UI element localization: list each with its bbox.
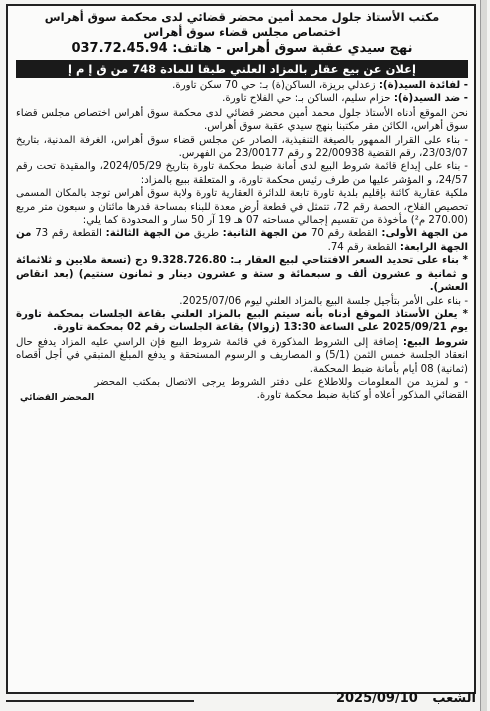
- sale-conditions-text: إضافة إلى الشروط المذكورة في قائمة شروط البيع فإن الراسي عليه المزاد يدفع حال انعقاد الجلسة خمس الثمن (5/1) و المصاريف و الرسوم المستحقة و يدفع المبلغ المتبقي في أجل أقصاه (ثمانية) 08 أيام بأمانة ضبط المحكمة.: [16, 336, 468, 375]
- notice-banner: إعلان عن بيع عقار بالمزاد العلني طبقا للمادة 748 من ق إ م إ: [16, 60, 468, 78]
- bailiff-signature: المحضر القضائي: [20, 392, 95, 403]
- boundary-2-label: من الجهة الثانية:: [222, 228, 308, 240]
- property-description: ملكية عقارية كائنة بإقليم بلدية تاورة تابعة للدائرة العقارية تاورة ولاية سوق أهراس توجد بالمكان المسمى تحصيص الفلاح، الحصة رقم 72، تتمثل في قطعة أرض معدة للبناء بمساحة قدرها مائتان و سبعون متر مربع (270.00 م²) مأخوذة من تقسيم إجمالي مساحته 07 هـ 19 آر 50 سار و المحدودة كما يلي:: [16, 188, 468, 227]
- party-beneficiary: [16, 79, 468, 92]
- publication-date: 2025/09/10: [335, 691, 418, 706]
- basis-conditions-list: - بناء على إيداع قائمة شروط البيع لدى أمانة ضبط محكمة تاورة بتاريخ 2024/05/29، والمقيدة تحت رقم 24/57، و المؤشر عليها من طرف رئيس محكمة تاورة، و المتعلقة ببيع بالمزاد:: [16, 161, 468, 186]
- intro-paragraph: نحن الموقع أدناه الأستاذ جلول محمد أمين محضر قضائي لدى محكمة سوق أهراس اختصاص مجلس قضاء سوق أهراس، الكائن مقر مكتبنا بنهج سيدي عقبة سوق أهراس.: [16, 107, 468, 133]
- boundary-2-text: طريق: [190, 228, 223, 240]
- publication-name: الشعب: [432, 691, 476, 706]
- auction-announcement: * يعلن الأستاذ الموقع أدناه بأنه سيتم البيع بالمزاد العلني بقاعة الجلسات بمحكمة تاورة يوم 2025/09/21 على الساعة 13:30 (زوالا) بقاعة الجلسات رقم 02 بمحكمة تاورة.: [16, 308, 468, 334]
- beneficiary-text: زعدلي بريزة، الساكن(ة) بـ: حي 70 سكن تاورة.: [172, 80, 379, 91]
- property-boundaries: [16, 227, 468, 254]
- sale-conditions: [16, 336, 468, 376]
- page-edge: [480, 0, 487, 711]
- footer-divider: [6, 700, 194, 702]
- boundary-3-label: من الجهة الثالثة:: [105, 228, 191, 240]
- against-label: - ضد السيد(ة):: [393, 93, 468, 105]
- boundary-4-label: من الجهة الرابعة:: [16, 228, 468, 253]
- postponement: - بناء على الأمر بتأجيل جلسة البيع بالمزاد العلني ليوم 2025/07/06.: [179, 295, 468, 307]
- beneficiary-label: - لفائدة السيد(ة):: [378, 80, 468, 91]
- party-against: [16, 92, 468, 105]
- office-address-phone: نهج سيدي عقبة سوق أهراس - هاتف: 037.72.45.94: [71, 41, 413, 56]
- sale-conditions-label: شروط البيع:: [402, 336, 468, 348]
- boundary-1-text: القطعة رقم 70: [307, 228, 382, 240]
- legal-notice: [16, 10, 468, 403]
- publication-footer: [196, 690, 476, 708]
- boundary-4-text: القطعة رقم 74.: [327, 241, 400, 253]
- boundary-1-label: من الجهة الأولى:: [381, 228, 469, 240]
- against-text: حزام سليم، الساكن بـ: حي الفلاح تاورة.: [222, 93, 394, 105]
- opening-price: * بناء على تحديد السعر الافتتاحي لبيع العقار بـ: 9.328.726.80 دج (تسعة ملايين و ثلاثمائة و ثمانية و عشرون ألف و سبعمائة و ستة و عشرون دينار و ثمانون سنتيم) (بعد انقاص العشر).: [16, 255, 468, 294]
- office-name: مكتب الأستاذ جلول محمد أمين محضر قضائي لدى محكمة سوق أهراس: [44, 10, 440, 24]
- closing-row: [16, 376, 468, 403]
- office-jurisdiction: اختصاص مجلس قضاء سوق أهراس: [143, 25, 341, 39]
- basis-decision: - بناء على القرار الممهور بالصيغة التنفيذية، الصادر عن مجلس قضاء سوق أهراس، الغرفة المدنية، بتاريخ 23/03/07، رقم القضية 22/00938 و رقم 23/00177 من الفهرس.: [16, 134, 468, 160]
- contact-info: - و لمزيد من المعلومات وللاطلاع على دفتر الشروط يرجى الاتصال بمكتب المحضر القضائي المذكور أعلاه أو كتابة ضبط محكمة تاورة.: [94, 376, 468, 402]
- boundary-3-text: القطعة رقم 73: [31, 228, 106, 240]
